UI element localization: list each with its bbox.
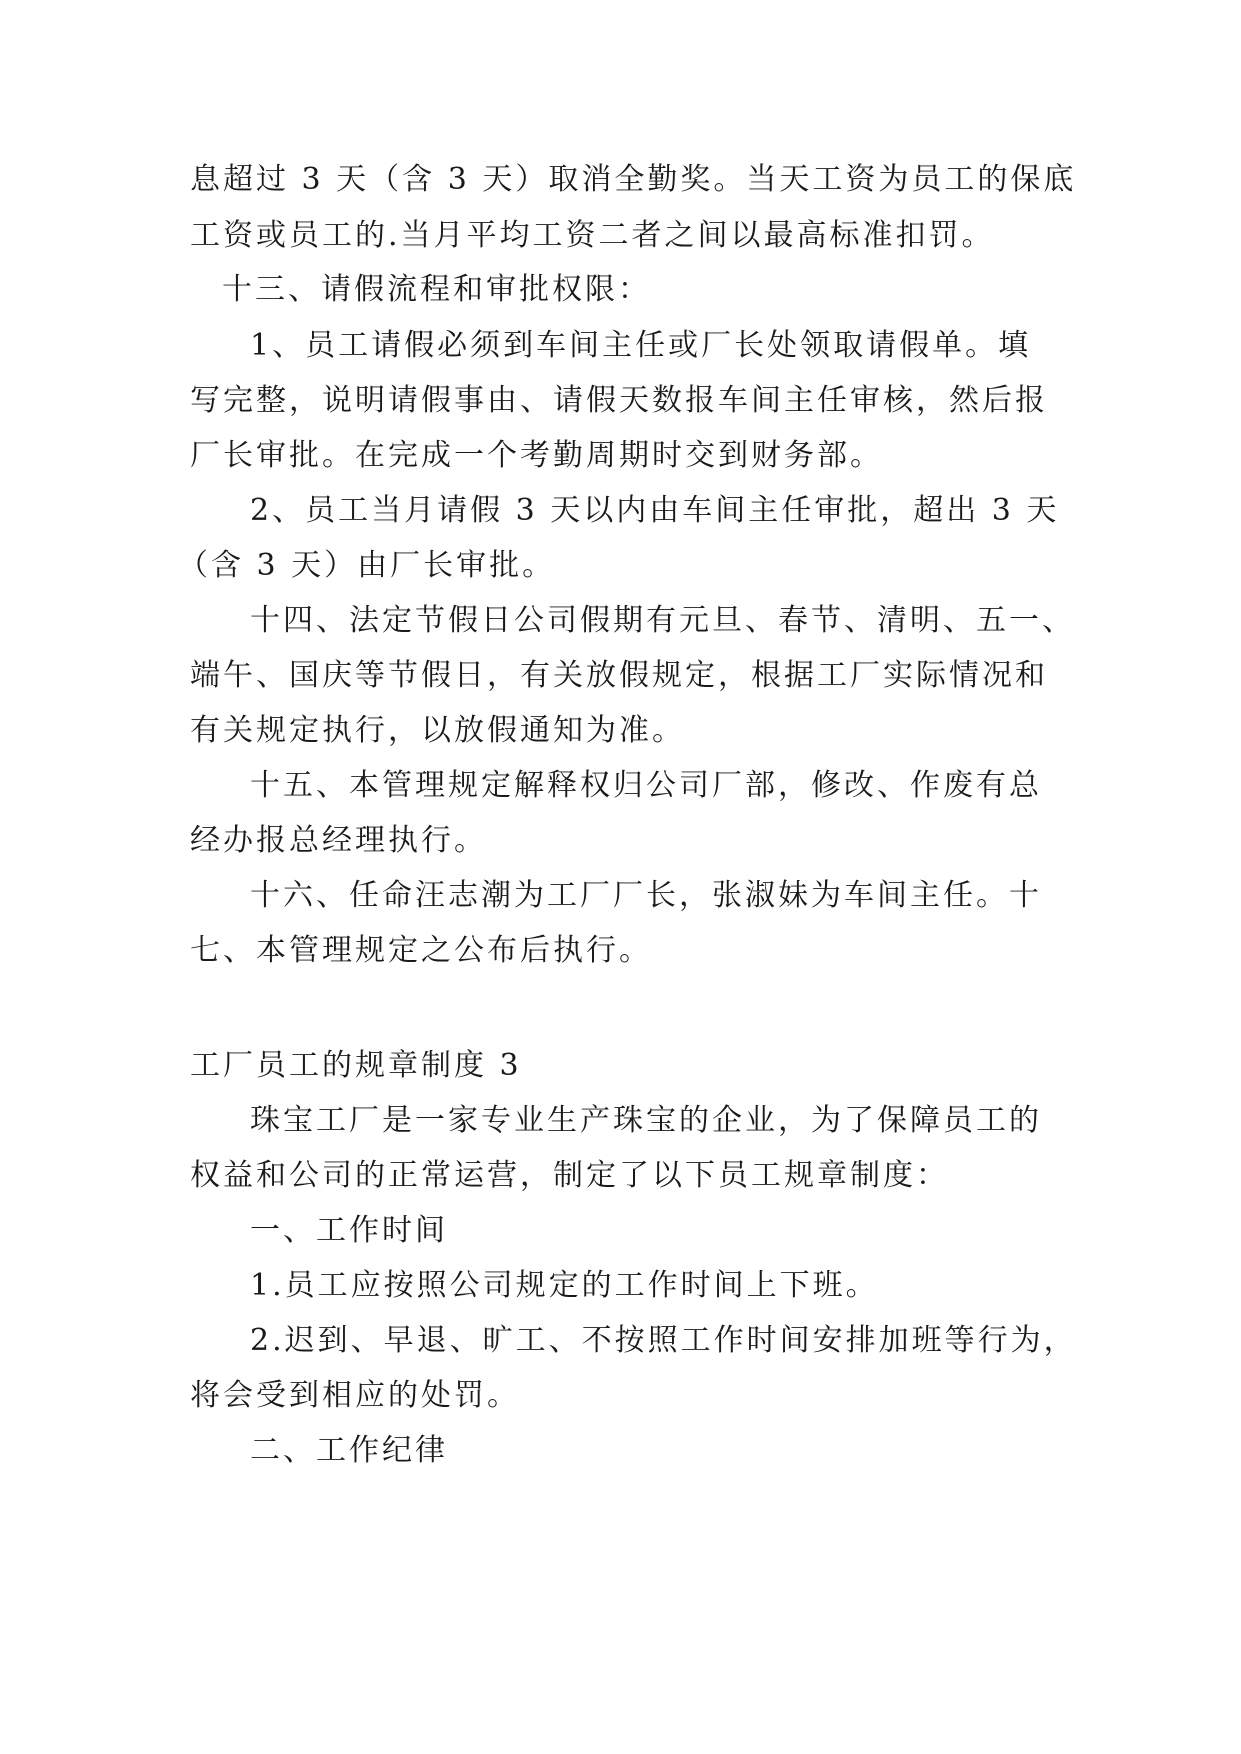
text-line: 有关规定执行，以放假通知为准。 xyxy=(190,713,685,748)
text-line: 将会受到相应的处罚。 xyxy=(190,1378,520,1413)
text-line: 2、员工当月请假 3 天以内由车间主任审批，超出 3 天 xyxy=(250,493,1060,528)
text-line: 端午、国庆等节假日，有关放假规定，根据工厂实际情况和 xyxy=(190,658,1048,693)
text-line: 厂长审批。在完成一个考勤周期时交到财务部。 xyxy=(190,438,883,473)
section-heading-14: 十四、法定节假日公司假期有元旦、春节、清明、五一、 xyxy=(250,603,1075,638)
text-line: （含 3 天）由厂长审批。 xyxy=(178,548,556,583)
section-heading-13: 十三、请假流程和审批权限： xyxy=(222,272,651,307)
text-line: 权益和公司的正常运营，制定了以下员工规章制度： xyxy=(190,1158,949,1193)
text-line: 2.迟到、早退、旷工、不按照工作时间安排加班等行为， xyxy=(250,1323,1077,1358)
text-line: 七、本管理规定之公布后执行。 xyxy=(190,933,652,968)
section-heading-1: 一、工作时间 xyxy=(250,1213,448,1248)
document-title: 工厂员工的规章制度 3 xyxy=(190,1048,522,1083)
text-line: 1.员工应按照公司规定的工作时间上下班。 xyxy=(250,1268,879,1303)
section-heading-16: 十六、任命汪志潮为工厂厂长，张淑妹为车间主任。十 xyxy=(250,878,1042,913)
section-heading-15: 十五、本管理规定解释权归公司厂部，修改、作废有总 xyxy=(250,768,1042,803)
text-line: 1、员工请假必须到车间主任或厂长处领取请假单。填 xyxy=(250,328,1032,363)
text-line: 珠宝工厂是一家专业生产珠宝的企业，为了保障员工的 xyxy=(250,1103,1042,1138)
section-heading-2: 二、工作纪律 xyxy=(250,1433,448,1468)
text-line: 工资或员工的.当月平均工资二者之间以最高标准扣罚。 xyxy=(190,218,995,253)
text-line: 写完整，说明请假事由、请假天数报车间主任审核，然后报 xyxy=(190,383,1048,418)
text-line: 经办报总经理执行。 xyxy=(190,823,487,858)
text-line: 息超过 3 天（含 3 天）取消全勤奖。当天工资为员工的保底 xyxy=(190,162,1077,197)
